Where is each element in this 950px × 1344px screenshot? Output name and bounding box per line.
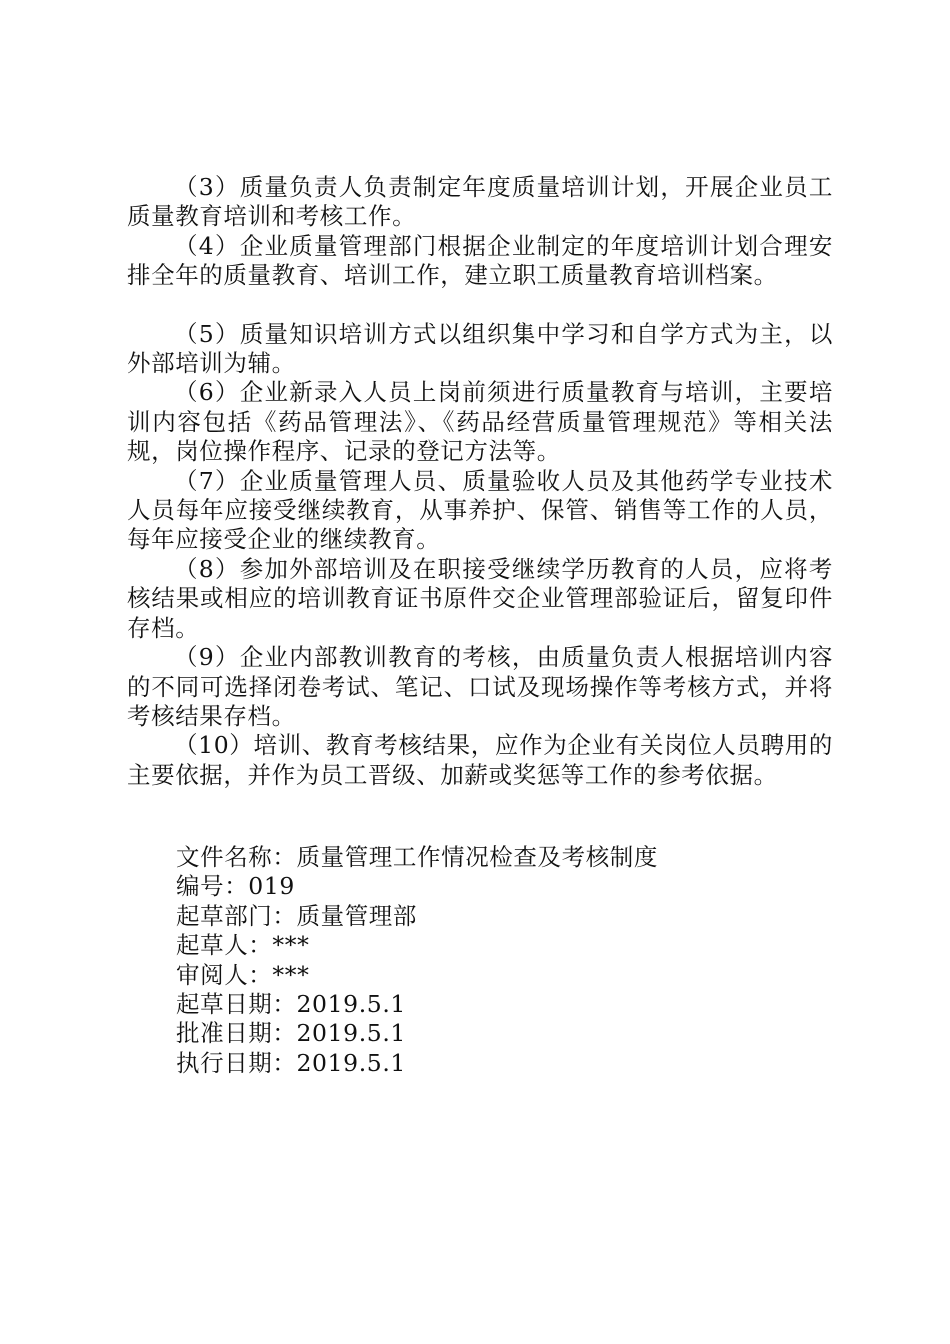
effective-date: 执行日期：2019.5.1 xyxy=(176,1048,406,1077)
approval-date: 批准日期：2019.5.1 xyxy=(176,1019,406,1048)
drafting-department: 起草部门：质量管理部 xyxy=(176,901,417,930)
drafter: 起草人：*** xyxy=(176,931,310,960)
draft-date: 起草日期：2019.5.1 xyxy=(176,990,406,1019)
document-number: 编号：019 xyxy=(176,872,295,901)
paragraph-6: （6）企业新录入人员上岗前须进行质量教育与培训，主要培训内容包括《药品管理法》、《药品经营质量管理规范》等相关法规，岗位操作程序、记录的登记方法等。 xyxy=(127,378,833,466)
paragraph-10: （10）培训、教育考核结果，应作为企业有关岗位人员聘用的主要依据，并作为员工晋级、加薪或奖惩等工作的参考依据。 xyxy=(127,731,833,789)
body-text xyxy=(127,173,833,790)
reviewer: 审阅人：*** xyxy=(176,960,310,989)
paragraph-5: （5）质量知识培训方式以组织集中学习和自学方式为主，以外部培训为辅。 xyxy=(127,319,833,378)
paragraph-9: （9）企业内部教训教育的考核，由质量负责人根据培训内容的不同可选择闭卷考试、笔记、口试及现场操作等考核方式，并将考核结果存档。 xyxy=(127,643,833,730)
paragraph-7: （7）企业质量管理人员、质量验收人员及其他药学专业技术人员每年应接受继续教育，从事养护、保管、销售等工作的人员，每年应接受企业的继续教育。 xyxy=(127,466,833,554)
paragraph-8: （8）参加外部培训及在职接受继续学历教育的人员，应将考核结果或相应的培训教育证书原件交企业管理部验证后，留复印件存档。 xyxy=(127,554,833,642)
document-metadata xyxy=(176,843,816,1078)
paragraph-4: （4）企业质量管理部门根据企业制定的年度培训计划合理安排全年的质量教育、培训工作，建立职工质量教育培训档案。 xyxy=(127,231,833,290)
file-name: 文件名称：质量管理工作情况检查及考核制度 xyxy=(176,843,658,871)
paragraph-3: （3）质量负责人负责制定年度质量培训计划，开展企业员工质量教育培训和考核工作。 xyxy=(127,173,833,231)
